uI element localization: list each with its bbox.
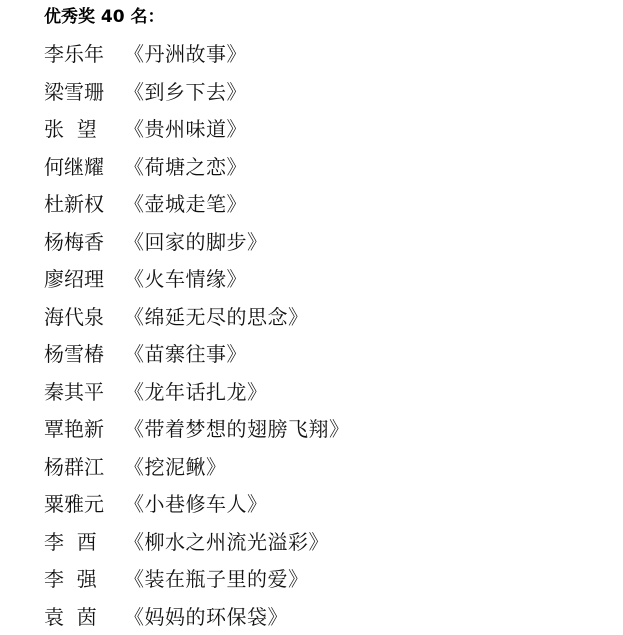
author-name: 杨群江 <box>44 454 104 479</box>
author-name: 杨雪椿 <box>44 342 104 367</box>
list-item <box>44 147 614 185</box>
list-item <box>44 222 614 260</box>
author-name: 袁 茵 <box>44 604 97 629</box>
work-title: 《挖泥鳅》 <box>124 454 227 479</box>
author-name: 何继耀 <box>44 154 104 179</box>
list-item <box>44 184 614 222</box>
list-item <box>44 484 614 522</box>
author-name: 梁雪珊 <box>44 79 104 104</box>
list-item <box>44 372 614 410</box>
list-item <box>44 297 614 335</box>
work-title: 《丹洲故事》 <box>124 42 247 67</box>
author-name: 覃艳新 <box>44 417 104 442</box>
list-item <box>44 447 614 485</box>
list-item <box>44 109 614 147</box>
work-title: 《壶城走笔》 <box>124 192 247 217</box>
work-title: 《苗寨往事》 <box>124 342 247 367</box>
author-name: 李 强 <box>44 567 97 592</box>
work-title: 《小巷修车人》 <box>124 492 268 517</box>
author-name: 杨梅香 <box>44 229 104 254</box>
author-name: 杜新权 <box>44 192 104 217</box>
list-item <box>44 522 614 560</box>
author-name: 张 望 <box>44 117 97 142</box>
winner-list <box>44 34 614 634</box>
work-title: 《贵州味道》 <box>124 117 247 142</box>
work-title: 《装在瓶子里的爱》 <box>124 567 309 592</box>
work-title: 《绵延无尽的思念》 <box>124 304 309 329</box>
list-item <box>44 559 614 597</box>
work-title: 《荷塘之恋》 <box>124 154 247 179</box>
work-title: 《妈妈的环保袋》 <box>124 604 288 629</box>
award-document <box>44 0 614 634</box>
work-title: 《到乡下去》 <box>124 79 247 104</box>
list-item <box>44 34 614 72</box>
list-item <box>44 409 614 447</box>
author-name: 廖绍理 <box>44 267 104 292</box>
author-name: 秦其平 <box>44 379 104 404</box>
list-item <box>44 334 614 372</box>
author-name: 粟雅元 <box>44 492 104 517</box>
award-heading: 优秀奖 40 名： <box>44 7 165 27</box>
work-title: 《柳水之州流光溢彩》 <box>124 529 329 554</box>
author-name: 李 酉 <box>44 529 97 554</box>
author-name: 海代泉 <box>44 304 104 329</box>
list-item <box>44 259 614 297</box>
list-item <box>44 72 614 110</box>
author-name: 李乐年 <box>44 42 104 67</box>
work-title: 《龙年话扎龙》 <box>124 379 268 404</box>
list-item <box>44 597 614 635</box>
work-title: 《回家的脚步》 <box>124 229 268 254</box>
work-title: 《火车情缘》 <box>124 267 247 292</box>
work-title: 《带着梦想的翅膀飞翔》 <box>124 417 350 442</box>
